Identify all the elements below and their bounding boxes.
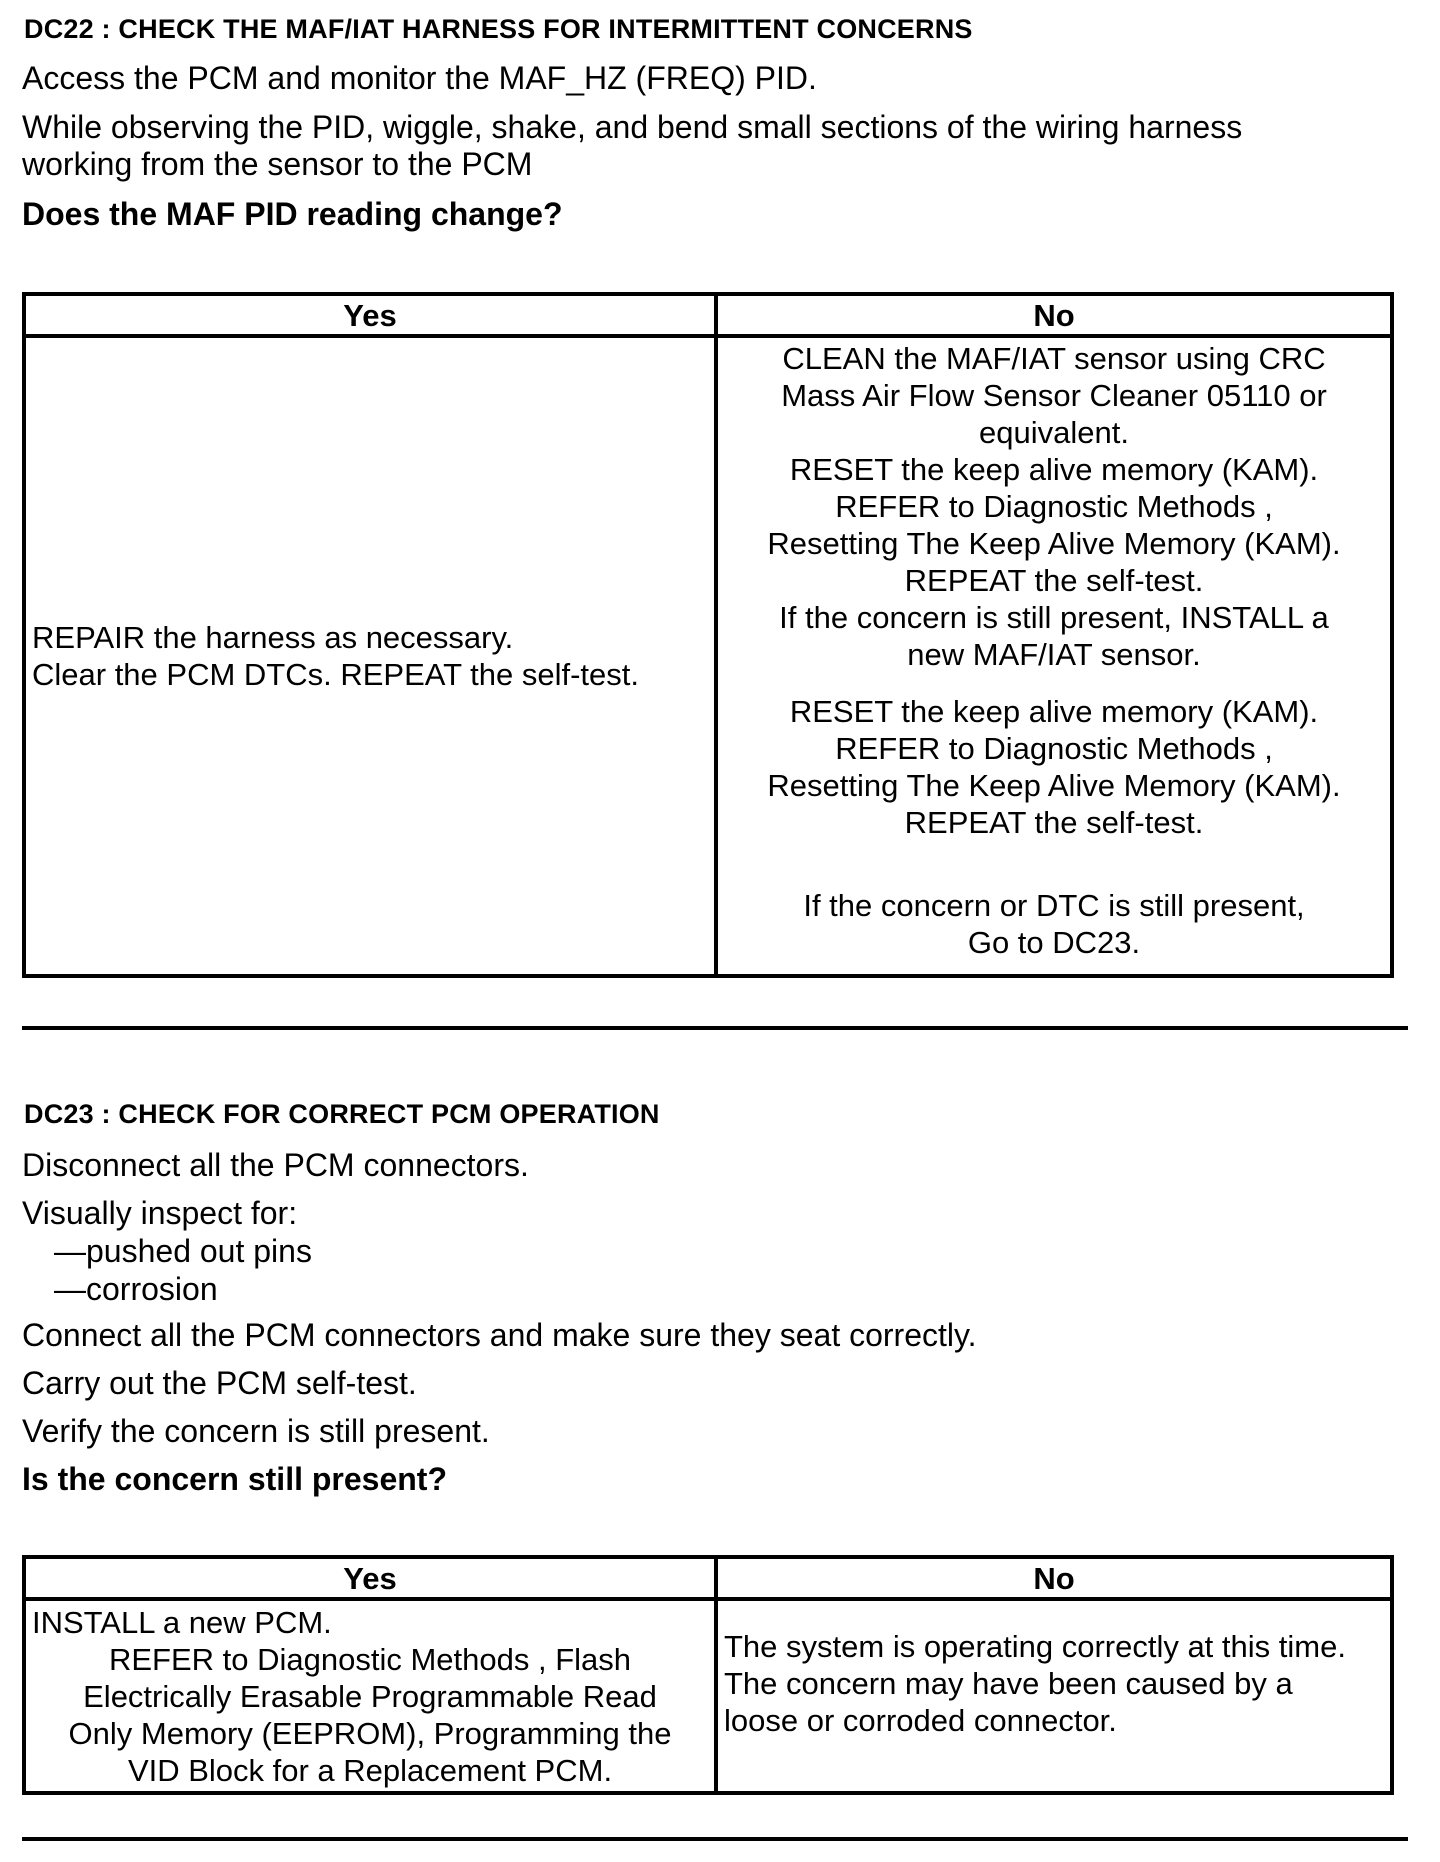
dc23-step-7: Verify the concern is still present. [22, 1413, 490, 1449]
dc23-question: Is the concern still present? [22, 1461, 447, 1497]
dc23-step-2: Visually inspect for: [22, 1195, 298, 1231]
dc23-yes-header: Yes [24, 1557, 716, 1599]
dc23-step-1: Disconnect all the PCM connectors. [22, 1147, 529, 1183]
dc22-step-2: While observing the PID, wiggle, shake, and bend small sections of the wiring harness [22, 109, 1243, 145]
dc22-no-line: new MAF/IAT sensor. [907, 637, 1201, 672]
dc22-no-header: No [716, 294, 1392, 336]
dc22-yes-header: Yes [24, 294, 716, 336]
dc23-no-line: loose or corroded connector. [724, 1702, 1117, 1738]
dc22-no-line: RESET the keep alive memory (KAM). [789, 694, 1319, 729]
dc22-no-line: REPEAT the self-test. [904, 805, 1204, 840]
dc22-no-line: If the concern is still present, INSTALL a [779, 600, 1329, 635]
dc23-yes-line: Only Memory (EEPROM), Programming the [68, 1715, 672, 1751]
dc23-no-cell [716, 1599, 1392, 1793]
dc22-no-line: REPEAT the self-test. [904, 563, 1204, 598]
dc23-yes-line: REFER to Diagnostic Methods , Flash [108, 1641, 632, 1677]
dc23-yes-line: VID Block for a Replacement PCM. [127, 1752, 613, 1788]
dc22-yes-line-1: REPAIR the harness as necessary. [32, 620, 514, 655]
dc22-no-line: Mass Air Flow Sensor Cleaner 05110 or [781, 378, 1327, 413]
dc22-question: Does the MAF PID reading change? [22, 196, 563, 232]
dc23-yes-line: INSTALL a new PCM. [32, 1604, 332, 1640]
dc22-yes-cell [24, 336, 716, 976]
dc22-decision-table [22, 292, 1394, 978]
dc23-step-5: Connect all the PCM connectors and make sure they seat correctly. [22, 1317, 977, 1353]
bottom-divider [22, 1837, 1408, 1841]
dc22-no-line: CLEAN the MAF/IAT sensor using CRC [782, 341, 1326, 376]
dc22-no-line: Resetting The Keep Alive Memory (KAM). [767, 526, 1341, 561]
dc22-no-line: RESET the keep alive memory (KAM). [789, 452, 1319, 487]
dc23-step-6: Carry out the PCM self-test. [22, 1365, 417, 1401]
dc23-step-3: —pushed out pins [54, 1233, 312, 1269]
dc22-yes-line-2: Clear the PCM DTCs. REPEAT the self-test. [32, 657, 639, 692]
dc23-no-header: No [716, 1557, 1392, 1599]
dc22-no-line: REFER to Diagnostic Methods , [835, 731, 1273, 766]
section-divider [22, 1026, 1408, 1030]
dc23-yes-line: Electrically Erasable Programmable Read [83, 1678, 657, 1714]
dc22-title: DC22 : CHECK THE MAF/IAT HARNESS FOR INTERMITTENT CONCERNS [24, 14, 973, 44]
dc22-no-line: equivalent. [979, 415, 1129, 450]
dc23-no-line: The concern may have been caused by a [724, 1665, 1293, 1701]
dc22-no-line: REFER to Diagnostic Methods , [835, 489, 1273, 524]
dc23-yes-cell [24, 1599, 716, 1793]
dc23-step-4: —corrosion [54, 1271, 218, 1307]
dc22-no-line: Resetting The Keep Alive Memory (KAM). [767, 768, 1341, 803]
dc22-step-1: Access the PCM and monitor the MAF_HZ (FREQ) PID. [22, 60, 817, 96]
dc23-no-line: The system is operating correctly at this time. [724, 1628, 1346, 1664]
dc22-no-cell [716, 336, 1392, 976]
dc23-decision-table [22, 1555, 1394, 1795]
dc22-no-line: Go to DC23. [967, 925, 1141, 960]
dc23-title: DC23 : CHECK FOR CORRECT PCM OPERATION [24, 1099, 660, 1129]
dc22-step-3: working from the sensor to the PCM [22, 146, 533, 182]
dc22-no-line: If the concern or DTC is still present, [803, 888, 1305, 923]
